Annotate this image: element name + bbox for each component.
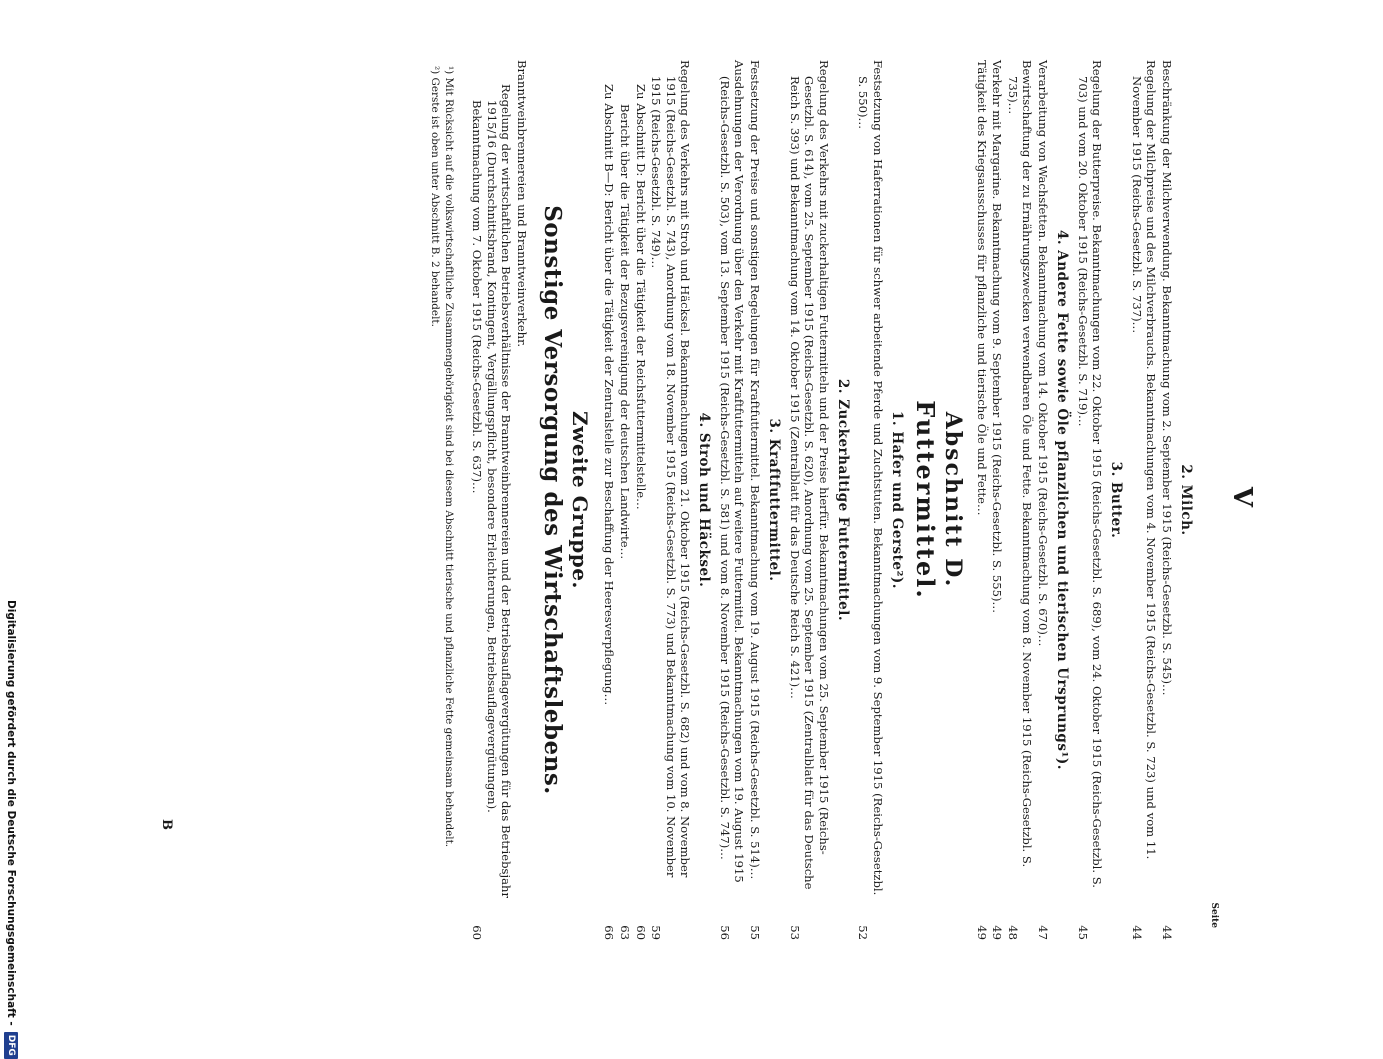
table-of-contents bbox=[427, 60, 1199, 940]
toc-entry: Verarbeitung von Wachsfetten. Bekanntmachung vom 14. Oktober 1915 (Reichs-Gesetzbl. S. 670)… 47 bbox=[1035, 60, 1050, 940]
gruppe-title: Zweite Gruppe. bbox=[567, 411, 592, 589]
toc-entry: Regelung des Verkehrs mit Stroh und Häcksel. Bekanntmachungen vom 21. Oktober 1915 (Reichs-Gesetzbl. S. 682) und vom 8. November 1915 (Reichs-Gesetzbl. S. 743), Anordnung vom 18. November 1915 (Reichs-Gesetzbl. S. 773) und Bekanntmachung vom 10. November 1915 (Reichs-Gesetzbl. S. 749)… 59 bbox=[648, 60, 692, 940]
section-title-fette: 4. Andere Fette sowie Öle pflanzlichen und tierischen Ursprungs¹). bbox=[1053, 230, 1070, 770]
toc-entry: Beschränkung der Milchverwendung. Bekanntmachung vom 2. September 1915 (Reichs-Gesetzbl. S. 545)… 44 bbox=[1159, 60, 1174, 940]
footnotes bbox=[428, 60, 455, 940]
page-number: V bbox=[1226, 486, 1257, 514]
toc-entry: Zu Abschnitt B—D: Bericht über die Tätigkeit der Zentralstelle zur Beschaffung der Heeresverpflegung… 66 bbox=[601, 84, 616, 940]
gruppe-subtitle: Sonstige Versorgung des Wirtschaftslebens. bbox=[538, 205, 566, 795]
section-title-zucker: 2. Zuckerhaltige Futtermittel. bbox=[834, 378, 851, 622]
toc-entry: Zu Abschnitt D: Bericht über die Tätigkeit der Reichsfuttermittelstelle… 60 bbox=[633, 84, 648, 940]
digitization-credit bbox=[0, 0, 22, 1056]
section-title-milch: 2. Milch. bbox=[1177, 464, 1194, 536]
section-title-kraft: 3. Kraftfuttermittel. bbox=[765, 418, 782, 582]
section-title-hafer: 1. Hafer und Gerste²). bbox=[888, 411, 905, 589]
toc-entry: Bewirtschaftung der zu Ernährungszwecken verwendbaren Öle und Fette. Bekanntmachung vom 8. November 1915 (Reichs-Gesetzbl. S. 735)… 48 bbox=[1005, 60, 1034, 940]
abschnitt-d-subtitle: Futtermittel. bbox=[910, 400, 940, 600]
section-title-butter: 3. Butter. bbox=[1107, 461, 1124, 539]
toc-entry: Bericht über die Tätigkeit der Bezugsvereinigung der deutschen Landwirte… 63 bbox=[617, 104, 632, 940]
toc-entry: Regelung der Butterpreise. Bekanntmachungen vom 22. Oktober 1915 (Reichs-Gesetzbl. S. 689), vom 24. Oktober 1915 (Reichs-Gesetzbl. S. 703) und vom 20. Oktober 1915 (Reichs-Gesetzbl. S. 719)… 45 bbox=[1075, 60, 1104, 940]
toc-entry: Tätigkeit des Kriegsausschusses für pflanzliche und tierische Öle und Fette… 49 bbox=[974, 60, 989, 940]
toc-entry: Festsetzung der Preise und sonstigen Regelungen für Kraftfuttermittel. Bekanntmachung vom 19. August 1915 (Reichs-Gesetzbl. S. 514)… 55 bbox=[747, 60, 762, 940]
footnote: ²) Gerste ist oben unter Abschnitt B. 2 behandelt. bbox=[428, 66, 441, 327]
toc-entry: Verkehr mit Margarine. Bekanntmachung vom 9. September 1915 (Reichs-Gesetzbl. S. 555)… 49 bbox=[989, 60, 1004, 940]
brennerei-heading: Branntweinbrennereien und Branntweinverkehr. bbox=[514, 60, 529, 348]
toc-entry: Regelung der wirtschaftlichen Betriebsverhältnisse der Branntweinbrennereien und der Betriebsauflagevergütungen für das Betriebsjahr 1915/16 (Durchschnittsbrand, Kontingent, Vergällungspflicht, besondere Erleichterungen, Betriebsauflagevergütungen). Bekanntmachung vom 7. Oktober 1915 (Reichs-Gesetzbl. S. 637)… 60 bbox=[469, 84, 513, 940]
toc-entry: Regelung der Milchpreise und des Milchverbrauchs. Bekanntmachungen vom 4. November 1915 (Reichs-Gesetzbl. S. 723) und vom 11. November 1915 (Reichs-Gesetzbl. S. 737)… 44 bbox=[1129, 60, 1158, 940]
abschnitt-d-title: Abschnitt D. bbox=[939, 411, 966, 589]
dfg-logo: DFG bbox=[4, 1032, 18, 1059]
toc-entry: Festsetzung von Haferrationen für schwer arbeitende Pferde und Zuchtstuten. Bekanntmachungen vom 9. September 1915 (Reichs-Gesetzbl. S. 550)… 52 bbox=[855, 60, 885, 940]
seite-column-label: Seite bbox=[1208, 902, 1219, 928]
scanned-page bbox=[127, 60, 1257, 940]
signature-mark: B bbox=[158, 819, 174, 830]
toc-entry: Ausdehnungen der Verordnung über den Verkehr mit Kraftfuttermitteln auf weitere Futtermittel. Bekanntmachungen vom 19. August 1915 (Reichs-Gesetzbl. S. 503), vom 13. September 1915 (Reichs-Gesetzbl. S. 581) und vom 8. November 1915 (Reichs-Gesetzbl. S. 747)… 56 bbox=[717, 60, 746, 940]
credit-text: Digitalisierung gefördert durch die Deutsche Forschungsgemeinschaft - bbox=[5, 600, 17, 1026]
footnote: ¹) Mit Rücksicht auf die volkswirtschaftliche Zusammengehörigkeit sind bei diesem Abschnitt tierische und pflanzliche Fette gemeinsam behandelt. bbox=[442, 66, 455, 848]
section-title-stroh: 4. Stroh und Häcksel. bbox=[695, 412, 712, 588]
toc-entry: Regelung des Verkehrs mit zuckerhaltigen Futtermitteln und der Preise hierfür. Bekanntmachungen vom 25. September 1915 (Reichs-Gesetzbl. S. 614), vom 25. September 1915 (Reichs-Gesetzbl. S. 620), Anordnung vom 25. September 1915 (Zentralblatt für das Deutsche Reich S. 393) und Bekanntmachung vom 14. Oktober 1915 (Zentralblatt für das Deutsche Reich S. 421)… 53 bbox=[787, 60, 831, 940]
